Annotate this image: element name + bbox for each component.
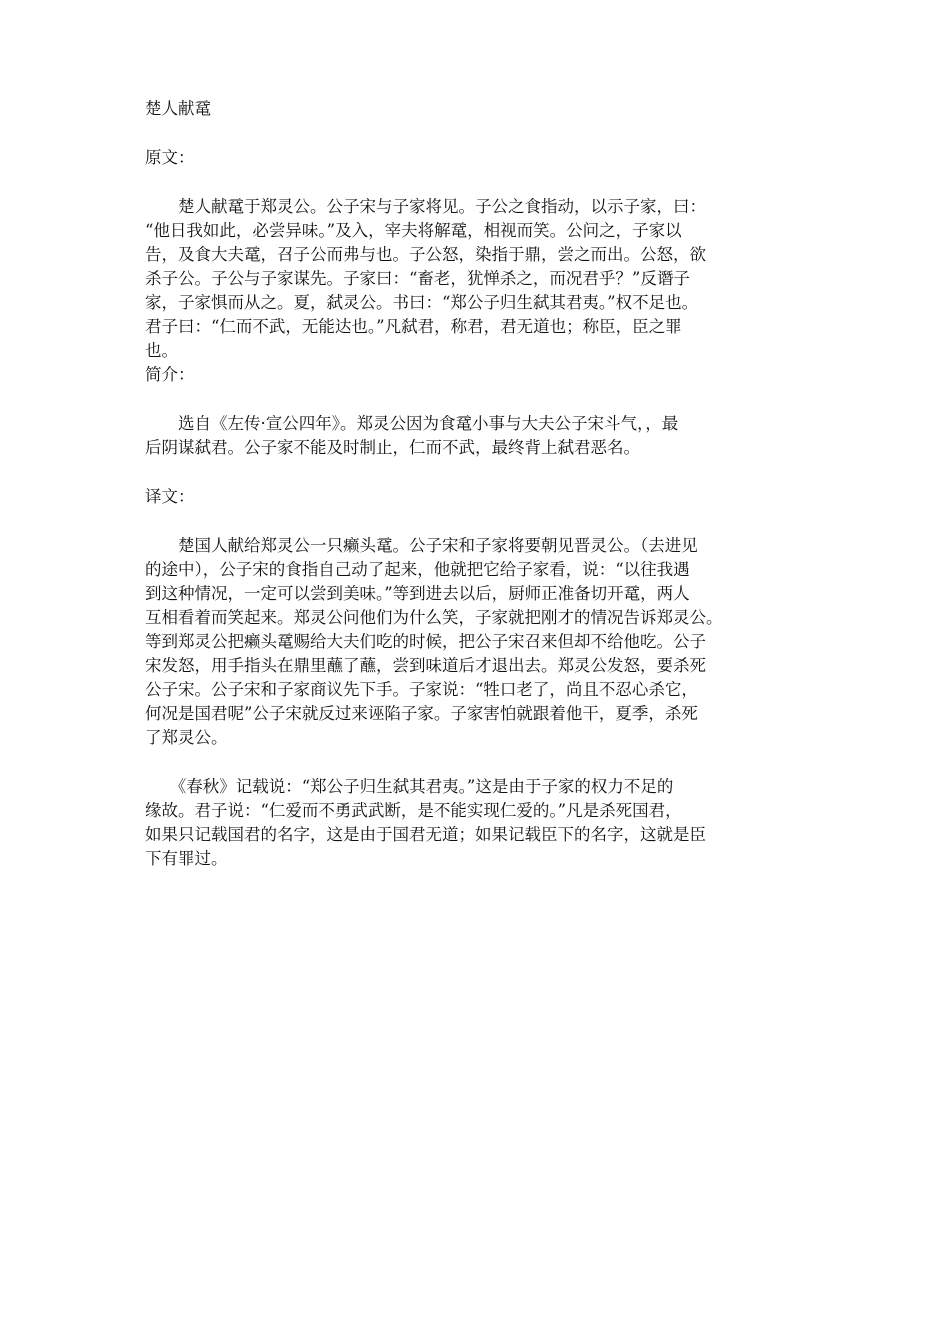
translation-line: 的途中），公子宋的食指自己动了起来，他就把它给子家看，说：“以往我遇 <box>145 560 690 579</box>
spacer <box>145 460 815 485</box>
intro-paragraph <box>145 412 815 460</box>
original-line: 楚人献鼋于郑灵公。公子宋与子家将见。子公之食指动，以示子家，曰： <box>145 197 706 216</box>
translation-line: 如果只记载国君的名字，这是由于国君无道；如果记载臣下的名字，这就是臣 <box>145 825 706 844</box>
original-line: 杀子公。子公与子家谋先。子家曰：“畜老，犹惮杀之，而况君乎？”反谮子 <box>145 269 690 288</box>
translation-line: 公子宋。公子宋和子家商议先下手。子家说：“牲口老了，尚且不忍心杀它， <box>145 680 698 699</box>
intro-line: 后阴谋弑君。公子家不能及时制止，仁而不武，最终背上弑君恶名。 <box>145 438 640 457</box>
original-line: 家，子家惧而从之。夏，弑灵公。书曰：“郑公子归生弑其君夷。”权不足也。 <box>145 293 699 312</box>
original-line: 君子曰：“仁而不武，无能达也。”凡弑君，称君，君无道也；称臣，臣之罪 <box>145 317 682 336</box>
intro-heading: 简介： <box>145 365 195 384</box>
original-paragraph <box>145 195 815 363</box>
translation-line: 何况是国君呢”公子宋就反过来诬陷子家。子家害怕就跟着他干，夏季，杀死 <box>145 704 698 723</box>
spacer <box>145 509 815 534</box>
original-line: “他日我如此，必尝异味。”及入，宰夫将解鼋，相视而笑。公问之，子家以 <box>145 221 682 240</box>
translation-line: 楚国人献给郑灵公一只癞头鼋。公子宋和子家将要朝见晋灵公。（去进见 <box>145 536 698 555</box>
translation-line: 等到郑灵公把癞头鼋赐给大夫们吃的时候，把公子宋召来但却不给他吃。公子 <box>145 632 706 651</box>
spacer <box>145 121 815 146</box>
translation-line: 到这种情况，一定可以尝到美味。”等到进去以后，厨师正准备切开鼋，两人 <box>145 584 690 603</box>
translation-line: 了郑灵公。 <box>145 728 228 747</box>
spacer <box>145 750 815 775</box>
intro-line: 选自《左传·宣公四年》。郑灵公因为食鼋小事与大夫公子宋斗气，，最 <box>145 414 679 433</box>
translation-line: 《春秋》记载说：“郑公子归生弑其君夷。”这是由于子家的权力不足的 <box>145 777 674 796</box>
spacer <box>145 170 815 195</box>
translation-line: 互相看着而笑起来。郑灵公问他们为什么笑，子家就把刚才的情况告诉郑灵公。 <box>145 608 723 627</box>
translation-line: 缘故。君子说：“仁爱而不勇武武断，是不能实现仁爱的。”凡是杀死国君， <box>145 801 682 820</box>
document-page <box>145 97 815 871</box>
original-line: 也。 <box>145 341 178 360</box>
translation-line: 下有罪过。 <box>145 849 228 868</box>
original-heading: 原文： <box>145 148 195 167</box>
translation-paragraph-1 <box>145 534 815 750</box>
translation-paragraph-2 <box>145 775 815 871</box>
document-title: 楚人献鼋 <box>145 99 211 118</box>
translation-line: 宋发怒，用手指头在鼎里蘸了蘸，尝到味道后才退出去。郑灵公发怒，要杀死 <box>145 656 706 675</box>
original-line: 告，及食大夫鼋，召子公而弗与也。子公怒，染指于鼎，尝之而出。公怒，欲 <box>145 245 706 264</box>
spacer <box>145 387 815 412</box>
translation-heading: 译文： <box>145 487 195 506</box>
